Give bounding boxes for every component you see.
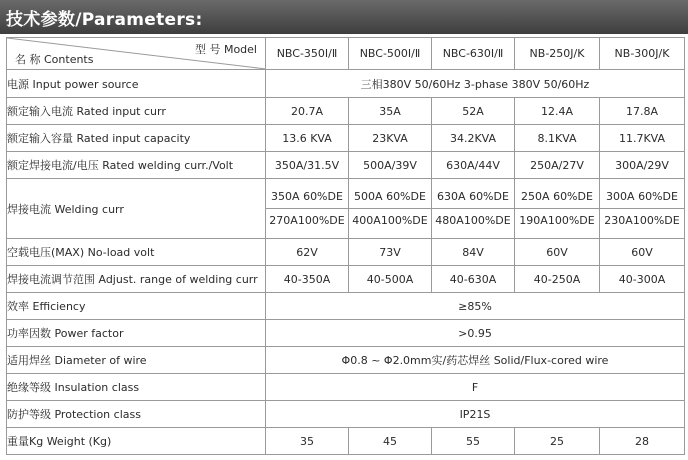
cell-value: 300A/29V [600, 152, 685, 179]
table-row [7, 98, 685, 125]
cell-value [600, 179, 685, 209]
contents-label: 名 称 Contents [15, 53, 94, 66]
table-row [7, 179, 685, 209]
row-label: 额定输入容量 Rated input capacity [7, 125, 266, 152]
cell-value [600, 209, 685, 239]
table-header-row [7, 38, 685, 70]
cell-value: 62V [266, 239, 349, 266]
table-row [7, 293, 685, 320]
section-header [0, 0, 688, 34]
cell-value: 45 [349, 428, 432, 455]
cell-value: 12.4A [515, 98, 600, 125]
cell-text: 400A100%DE [352, 214, 428, 227]
cell-value: 350A/31.5V [266, 152, 349, 179]
row-label: 重量Kg Weight (Kg) [7, 428, 266, 455]
cell-value: 34.2KVA [432, 125, 515, 152]
cell-value: 11.7KVA [600, 125, 685, 152]
row-label: 适用焊丝 Diameter of wire [7, 347, 266, 374]
cell-value: 40-630A [432, 266, 515, 293]
cell-value: 20.7A [266, 98, 349, 125]
model-label: 型 号 Model [194, 43, 257, 56]
cell-value: 40-500A [349, 266, 432, 293]
table-row [7, 320, 685, 347]
row-label: 绝缘等级 Insulation class [7, 374, 266, 401]
cell-value: 13.6 KVA [266, 125, 349, 152]
model-header: NB-300J/K [600, 38, 685, 70]
cell-value: 40-250A [515, 266, 600, 293]
row-value: >0.95 [266, 320, 685, 347]
row-label: 功率因数 Power factor [7, 320, 266, 347]
cell-value [432, 179, 515, 209]
cell-value: 60V [515, 239, 600, 266]
model-header: NBC-500Ⅰ/Ⅱ [349, 38, 432, 70]
cell-value: 73V [349, 239, 432, 266]
cell-value: 40-350A [266, 266, 349, 293]
corner-header-cell [7, 38, 266, 70]
row-label: 焊接电流调节范围 Adjust. range of welding curr [7, 266, 266, 293]
row-label: 防护等级 Protection class [7, 401, 266, 428]
cell-value [266, 179, 349, 209]
cell-text: 270A100%DE [269, 214, 345, 227]
cell-text: 500A 60%DE [354, 190, 426, 203]
cell-text: 250A 60%DE [521, 190, 593, 203]
section-title: 技术参数/Parameters: [6, 10, 203, 30]
row-label: 空载电压(MAX) No-load volt [7, 239, 266, 266]
row-label: 焊接电流 Welding curr [7, 179, 266, 239]
model-header: NB-250J/K [515, 38, 600, 70]
cell-value: 28 [600, 428, 685, 455]
table-row [7, 401, 685, 428]
cell-value: 250A/27V [515, 152, 600, 179]
cell-value: 52A [432, 98, 515, 125]
cell-text: 480A100%DE [435, 214, 511, 227]
row-label: 电源 Input power source [7, 70, 266, 98]
model-header: NBC-350Ⅰ/Ⅱ [266, 38, 349, 70]
table-row [7, 347, 685, 374]
row-label: 额定输入电流 Rated input curr [7, 98, 266, 125]
cell-text: 190A100%DE [519, 214, 595, 227]
table-row [7, 125, 685, 152]
cell-text: 630A 60%DE [437, 190, 509, 203]
cell-value: 630A/44V [432, 152, 515, 179]
cell-value: 55 [432, 428, 515, 455]
table-row [7, 266, 685, 293]
cell-value [349, 209, 432, 239]
cell-value: 35 [266, 428, 349, 455]
row-label: 效率 Efficiency [7, 293, 266, 320]
cell-value: 17.8A [600, 98, 685, 125]
cell-value [515, 209, 600, 239]
table-row [7, 152, 685, 179]
row-value: ≥85% [266, 293, 685, 320]
table-row [7, 70, 685, 98]
cell-value [349, 179, 432, 209]
cell-value: 500A/39V [349, 152, 432, 179]
cell-value: 84V [432, 239, 515, 266]
cell-value [432, 209, 515, 239]
cell-text: 350A 60%DE [271, 190, 343, 203]
cell-value [266, 209, 349, 239]
cell-value: 25 [515, 428, 600, 455]
cell-value: 40-300A [600, 266, 685, 293]
cell-value: 8.1KVA [515, 125, 600, 152]
cell-text: 300A 60%DE [606, 190, 678, 203]
model-header: NBC-630Ⅰ/Ⅱ [432, 38, 515, 70]
row-value: IP21S [266, 401, 685, 428]
row-value: 三相380V 50/60Hz 3-phase 380V 50/60Hz [266, 70, 685, 98]
table-row [7, 374, 685, 401]
table-row [7, 428, 685, 455]
cell-value: 23KVA [349, 125, 432, 152]
cell-value [515, 179, 600, 209]
row-value: F [266, 374, 685, 401]
row-value: Φ0.8 ~ Φ2.0mm实/药芯焊丝 Solid/Flux-cored wire [266, 347, 685, 374]
parameters-table [6, 37, 685, 455]
table-row [7, 239, 685, 266]
cell-value: 60V [600, 239, 685, 266]
cell-text: 230A100%DE [604, 214, 680, 227]
cell-value: 35A [349, 98, 432, 125]
row-label: 额定焊接电流/电压 Rated welding curr./Volt [7, 152, 266, 179]
